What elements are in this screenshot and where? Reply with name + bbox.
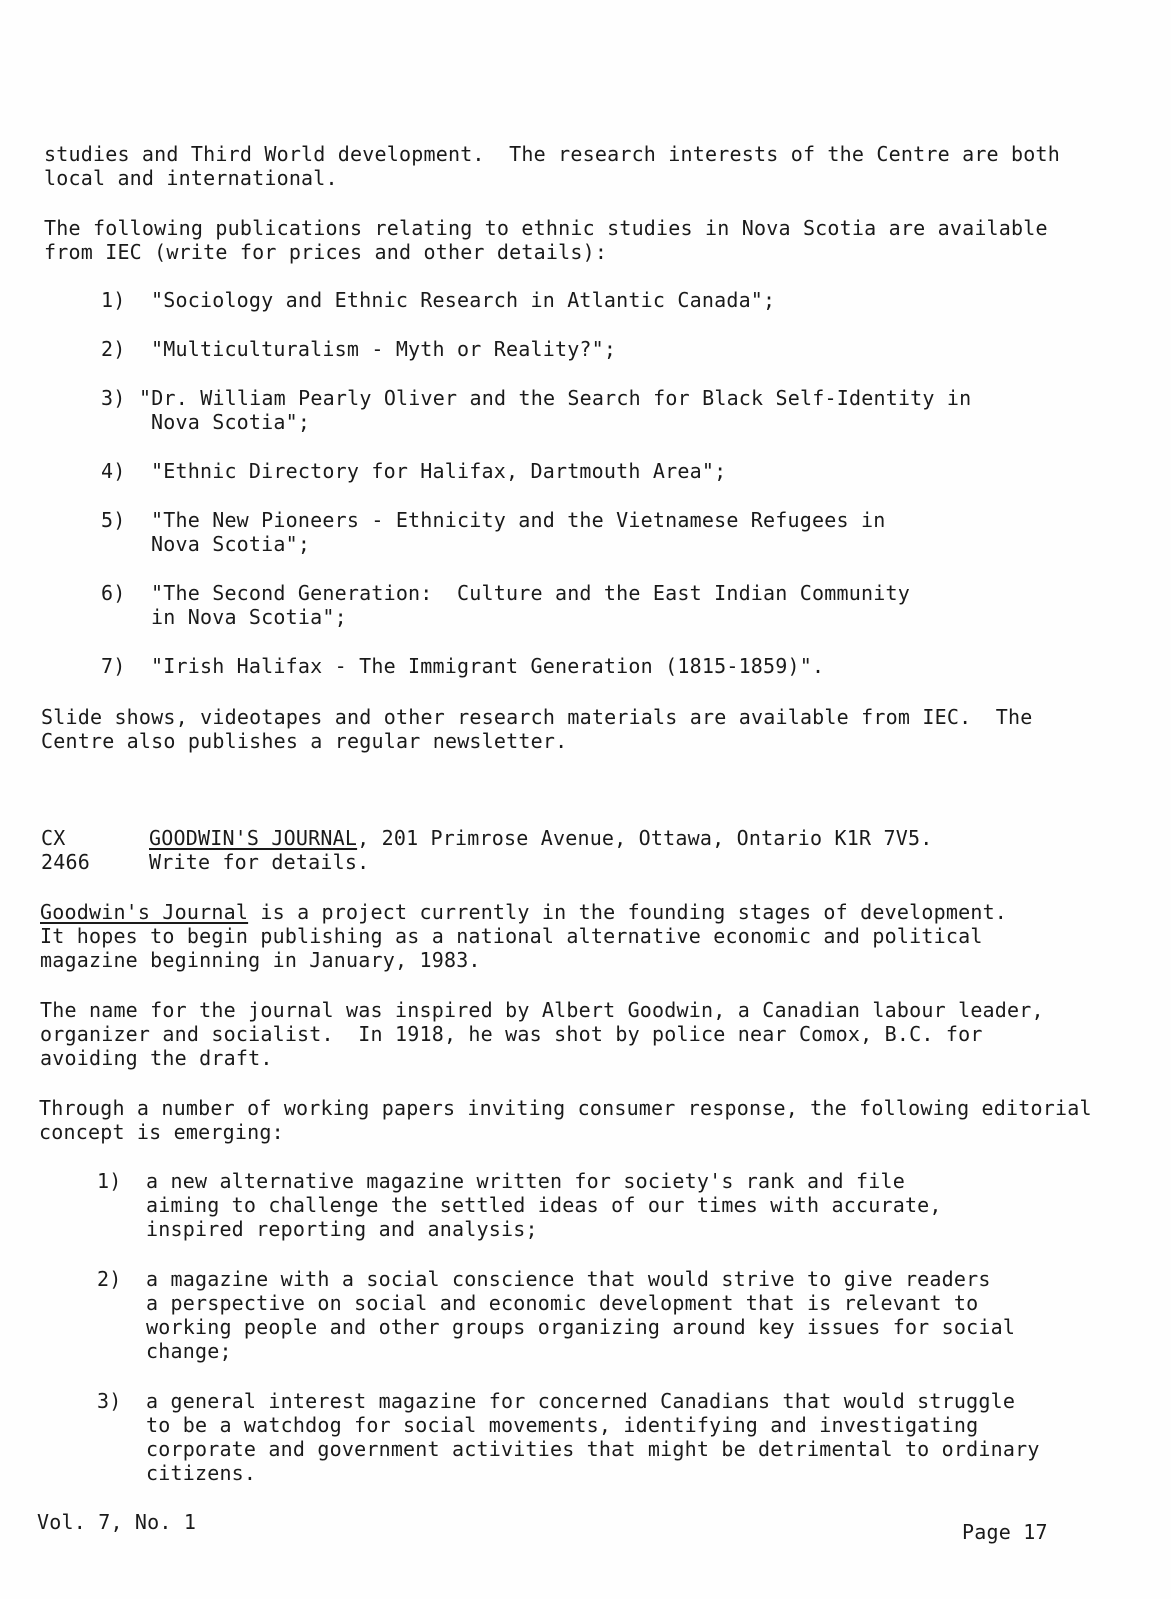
iec-closing-line-1: Slide shows, videotapes and other research materials are available from IEC. The [41,705,1033,729]
goodwin-para2-line-3: avoiding the draft. [40,1046,273,1070]
list-item-number: 1) [101,288,126,312]
list-item: a magazine with a social conscience that would strive to give readers [146,1267,991,1291]
list-item-continuation: corporate and government activities that might be detrimental to ordinary [146,1437,1040,1461]
goodwin-para3-line-1: Through a number of working papers inviting consumer response, the following editorial [39,1096,1092,1120]
list-item-continuation: a perspective on social and economic development that is relevant to [146,1291,979,1315]
list-item: a new alternative magazine written for society's rank and file [146,1169,905,1193]
journal-title: GOODWIN'S JOURNAL [149,826,358,850]
top-paragraph-line-1: studies and Third World development. The research interests of the Centre are both [44,142,1061,166]
list-item: "Sociology and Ethnic Research in Atlantic Canada"; [151,288,776,312]
list-item: "Ethnic Directory for Halifax, Dartmouth Area"; [151,459,727,483]
iec-intro-line-2: from IEC (write for prices and other details): [44,240,608,264]
list-item: "Multiculturalism - Myth or Reality?"; [151,337,617,361]
footer-page-number: Page 17 [962,1520,1048,1544]
list-item-number: 3) [97,1389,122,1413]
iec-closing-line-2: Centre also publishes a regular newsletter. [41,729,568,753]
list-item-continuation: Nova Scotia"; [151,532,311,556]
goodwin-para2-line-1: The name for the journal was inspired by Albert Goodwin, a Canadian labour leader, [40,998,1044,1022]
list-item-continuation: citizens. [146,1461,257,1485]
list-item-continuation: in Nova Scotia"; [151,605,347,629]
entry-heading [149,826,932,850]
list-item: "The Second Generation: Culture and the East Indian Community [151,581,910,605]
footer-volume: Vol. 7, No. 1 [37,1510,197,1534]
list-item-number: 4) [101,459,126,483]
list-item-number: 6) [101,581,126,605]
list-item-continuation: Nova Scotia"; [151,410,311,434]
goodwin-para3-line-2: concept is emerging: [39,1120,284,1144]
entry-note: Write for details. [149,850,370,874]
journal-address: , 201 Primrose Avenue, Ottawa, Ontario K1R 7V5. [357,826,933,850]
entry-code-prefix: CX [41,826,66,850]
list-item-number: 3) [101,386,126,410]
list-item-number: 2) [97,1267,122,1291]
goodwin-para1-line-3: magazine beginning in January, 1983. [40,948,481,972]
list-item: "The New Pioneers - Ethnicity and the Vietnamese Refugees in [151,508,886,532]
list-item-number: 2) [101,337,126,361]
list-item: "Irish Halifax - The Immigrant Generation (1815-1859)". [151,654,825,678]
entry-code-number: 2466 [41,850,90,874]
goodwin-para1-line-2: It hopes to begin publishing as a national alternative economic and political [40,924,983,948]
goodwin-para1-line-1-text: is a project currently in the founding stages of development. [248,900,1008,924]
list-item-continuation: aiming to challenge the settled ideas of our times with accurate, [146,1193,942,1217]
list-item-number: 7) [101,654,126,678]
list-item-continuation: working people and other groups organizing around key issues for social [146,1315,1016,1339]
list-item: a general interest magazine for concerned Canadians that would struggle [146,1389,1016,1413]
list-item-continuation: inspired reporting and analysis; [146,1217,538,1241]
list-item: "Dr. William Pearly Oliver and the Search for Black Self-Identity in [139,386,972,410]
goodwin-para1-line-1 [40,900,1007,924]
list-item-number: 5) [101,508,126,532]
top-paragraph-line-2: local and international. [44,166,338,190]
list-item-continuation: change; [146,1339,232,1363]
list-item-continuation: to be a watchdog for social movements, identifying and investigating [146,1413,979,1437]
iec-intro-line-1: The following publications relating to ethnic studies in Nova Scotia are available [44,216,1048,240]
list-item-number: 1) [97,1169,122,1193]
goodwin-para2-line-2: organizer and socialist. In 1918, he was shot by police near Comox, B.C. for [40,1022,983,1046]
journal-title-inline: Goodwin's Journal [40,900,249,924]
